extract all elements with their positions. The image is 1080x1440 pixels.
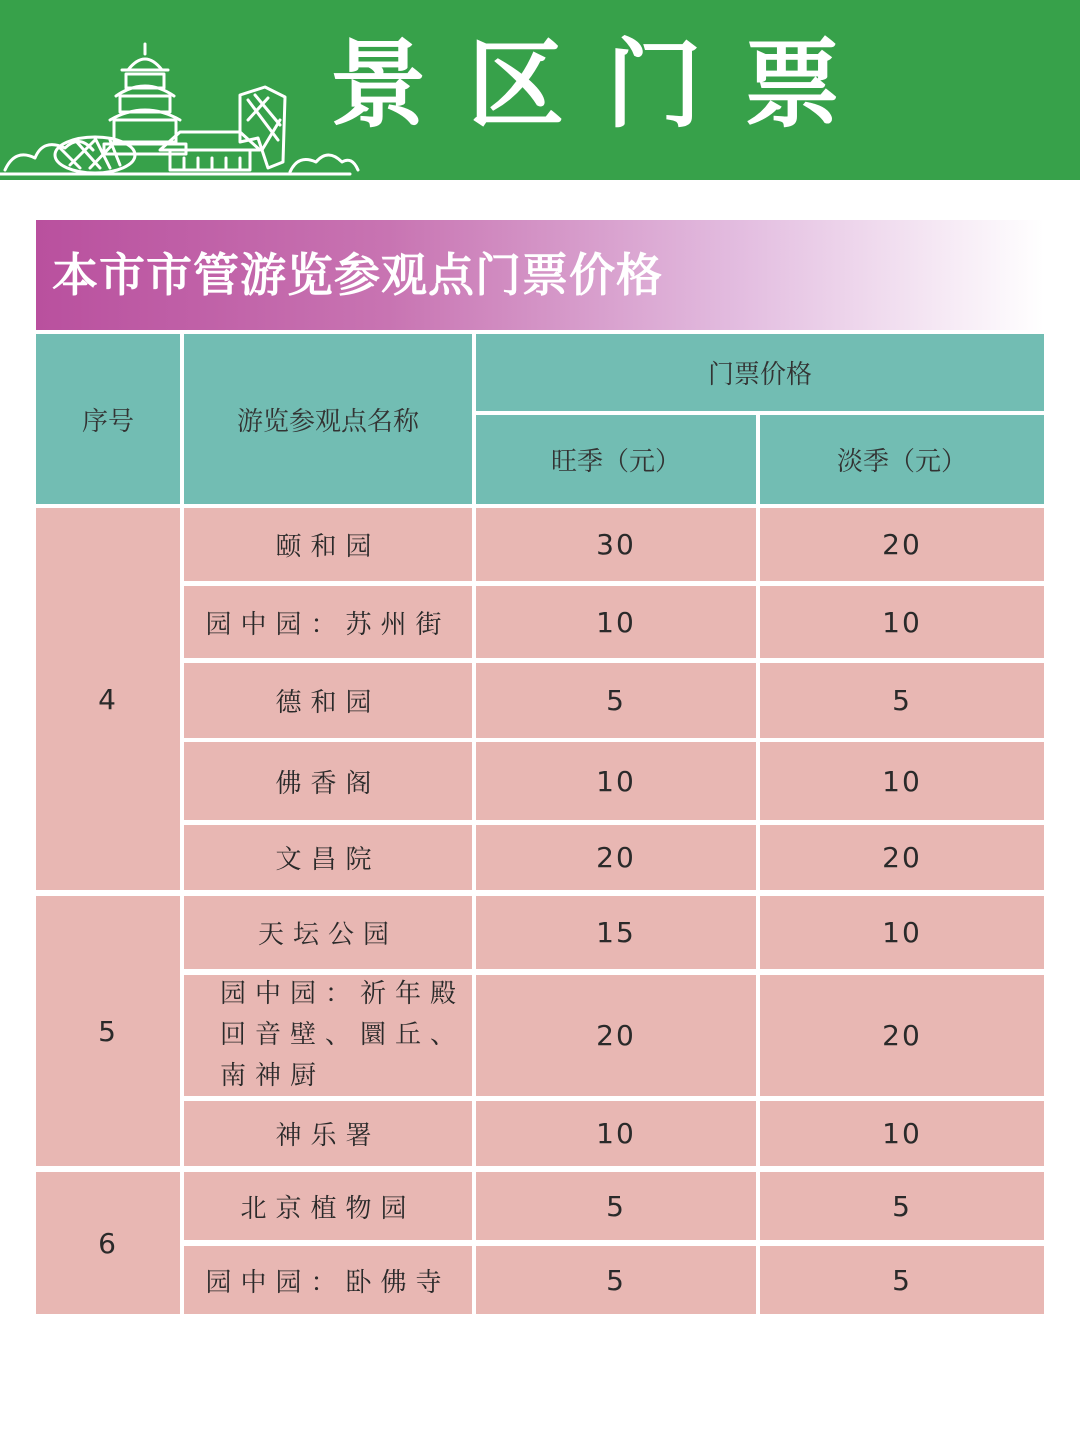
peak-price: 15 (476, 896, 756, 969)
off-peak-price: 20 (760, 508, 1044, 581)
off-peak-price: 20 (760, 975, 1044, 1096)
off-peak-price: 5 (760, 1246, 1044, 1314)
peak-price: 20 (476, 825, 756, 890)
peak-price: 10 (476, 586, 756, 658)
attraction-name: 园中园：苏州街 (184, 586, 472, 658)
attraction-name: 天坛公园 (184, 896, 472, 969)
banner (0, 0, 1080, 180)
attraction-name: 佛香阁 (184, 742, 472, 820)
group-index: 4 (36, 508, 180, 890)
header-price: 门票价格 (476, 334, 1044, 411)
off-peak-price: 10 (760, 742, 1044, 820)
section-title-bar (36, 220, 1044, 330)
header-off: 淡季（元） (760, 415, 1044, 504)
peak-price: 5 (476, 1172, 756, 1240)
group-index: 5 (36, 896, 180, 1166)
page-title: 景区门票 (330, 29, 882, 141)
peak-price: 10 (476, 1101, 756, 1166)
peak-price: 10 (476, 742, 756, 820)
peak-price: 20 (476, 975, 756, 1096)
attraction-name: 园中园：祈年殿 回音壁、圜丘、 南神厨 (184, 975, 472, 1096)
header-name: 游览参观点名称 (184, 334, 472, 504)
off-peak-price: 5 (760, 1172, 1044, 1240)
off-peak-price: 10 (760, 1101, 1044, 1166)
attraction-name: 颐和园 (184, 508, 472, 581)
header-peak: 旺季（元） (476, 415, 756, 504)
group-index: 6 (36, 1172, 180, 1314)
attraction-name: 园中园：卧佛寺 (184, 1246, 472, 1314)
peak-price: 5 (476, 1246, 756, 1314)
off-peak-price: 5 (760, 663, 1044, 738)
off-peak-price: 10 (760, 896, 1044, 969)
off-peak-price: 10 (760, 586, 1044, 658)
attraction-name: 文昌院 (184, 825, 472, 890)
peak-price: 5 (476, 663, 756, 738)
beijing-landmarks-icon (0, 40, 360, 180)
peak-price: 30 (476, 508, 756, 581)
attraction-name: 北京植物园 (184, 1172, 472, 1240)
off-peak-price: 20 (760, 825, 1044, 890)
section-title: 本市市管游览参观点门票价格 (52, 248, 663, 302)
attraction-name: 德和园 (184, 663, 472, 738)
attraction-name: 神乐署 (184, 1101, 472, 1166)
header-index: 序号 (36, 334, 180, 504)
